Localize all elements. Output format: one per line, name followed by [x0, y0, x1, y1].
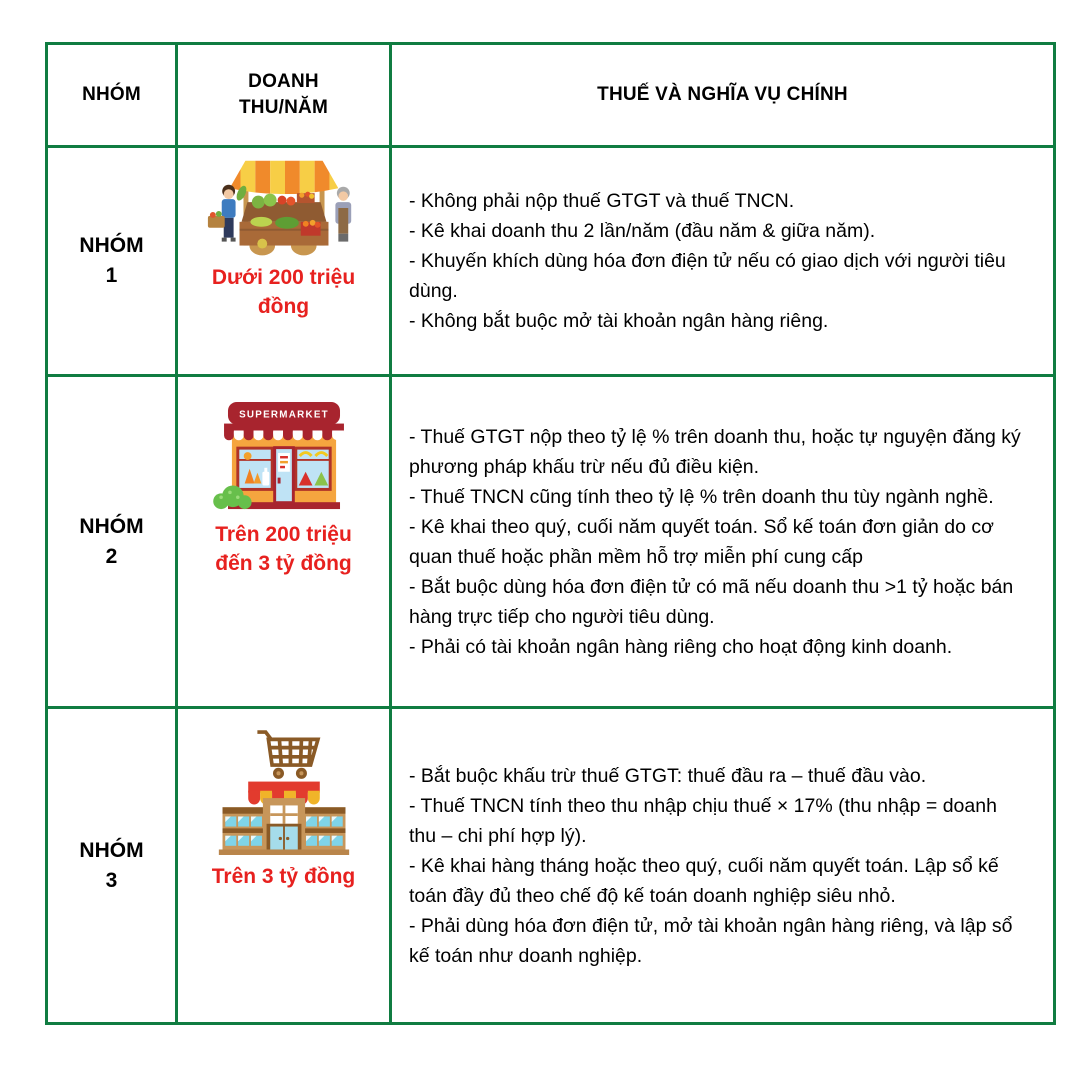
bullet: - Thuế GTGT nộp theo tỷ lệ % trên doanh thu, hoặc tự nguyện đăng ký phương pháp khấu trừ nếu đủ điều kiện. — [409, 425, 1021, 478]
row3-group-cell — [48, 709, 178, 1022]
bullet: - Khuyến khích dùng hóa đơn điện tử nếu có giao dịch với người tiêu dùng. — [409, 250, 1006, 302]
row3-revenue-line1: Trên 3 tỷ đồng — [211, 865, 356, 888]
row2-obligations-cell — [392, 377, 1053, 709]
bullet: - Thuế TNCN tính theo thu nhập chịu thuế × 17% (thu nhập = doanh thu – chi phí hợp lý). — [409, 794, 997, 847]
row1-bullets — [409, 186, 1029, 336]
bullet: - Không bắt buộc mở tài khoản ngân hàng riêng. — [409, 310, 829, 332]
row1-group-cell — [48, 148, 178, 377]
row2-bullets — [409, 422, 1029, 662]
bullet: - Phải có tài khoản ngân hàng riêng cho hoạt động kinh doanh. — [409, 635, 953, 658]
row3-group-word: NHÓM — [79, 838, 144, 862]
bullet: - Kê khai theo quý, cuối năm quyết toán. Sổ kế toán đơn giản do cơ quan thuế hoặc phần mềm hỗ trợ miễn phí cung cấp — [409, 515, 994, 568]
shopping-mall-icon — [206, 721, 362, 855]
row1-revenue-line2: đồng — [257, 295, 310, 318]
row1-revenue-cell — [178, 148, 392, 377]
row3-group-number: 3 — [105, 868, 118, 892]
row1-revenue-line1: Dưới 200 triệu — [211, 266, 356, 289]
row2-group-number: 2 — [105, 544, 118, 568]
row2-revenue-line2: đến 3 tỷ đồng — [215, 552, 352, 575]
header-obligations-label: THUẾ VÀ NGHĨA VỤ CHÍNH — [597, 84, 848, 105]
header-revenue — [178, 45, 392, 148]
supermarket-icon — [200, 399, 368, 513]
bullet: - Bắt buộc khấu trừ thuế GTGT: thuế đầu ra – thuế đầu vào. — [409, 764, 927, 787]
header-revenue-line1: DOANH — [248, 71, 319, 92]
header-revenue-line2: THU/NĂM — [239, 97, 328, 118]
header-group — [48, 45, 178, 148]
row1-group-number: 1 — [105, 264, 118, 287]
bullet: - Bắt buộc dùng hóa đơn điện tử có mã nếu doanh thu >1 tỷ hoặc bán hàng trực tiếp cho người tiêu dùng. — [409, 575, 1014, 628]
bullet: - Kê khai hàng tháng hoặc theo quý, cuối năm quyết toán. Lập sổ kế toán đầy đủ theo chế độ kế toán doanh nghiệp siêu nhỏ. — [409, 854, 999, 907]
row3-revenue-cell — [178, 709, 392, 1022]
market-stall-icon — [200, 160, 368, 256]
row2-group-cell — [48, 377, 178, 709]
row1-group-word: NHÓM — [79, 234, 144, 257]
row2-revenue-cell — [178, 377, 392, 709]
header-obligations — [392, 45, 1053, 148]
row3-revenue-label — [212, 862, 356, 891]
bullet: - Phải dùng hóa đơn điện tử, mở tài khoản ngân hàng riêng, và lập sổ kế toán như doanh nghiệp. — [409, 914, 1013, 967]
header-group-label: NHÓM — [82, 84, 141, 105]
row1-revenue-label — [212, 263, 355, 321]
bullet: - Thuế TNCN cũng tính theo tỷ lệ % trên doanh thu tùy ngành nghề. — [409, 485, 994, 508]
row1-obligations-cell — [392, 148, 1053, 377]
tax-groups-table — [45, 42, 1056, 1025]
bullet: - Không phải nộp thuế GTGT và thuế TNCN. — [409, 190, 795, 212]
row2-group-word: NHÓM — [79, 514, 144, 538]
row2-revenue-line1: Trên 200 triệu — [215, 523, 352, 546]
row2-revenue-label — [215, 520, 352, 578]
supermarket-sign-text: SUPERMARKET — [238, 409, 329, 421]
bullet: - Kê khai doanh thu 2 lần/năm (đầu năm & giữa năm). — [409, 220, 876, 242]
row3-bullets — [409, 761, 1029, 971]
row3-obligations-cell — [392, 709, 1053, 1022]
